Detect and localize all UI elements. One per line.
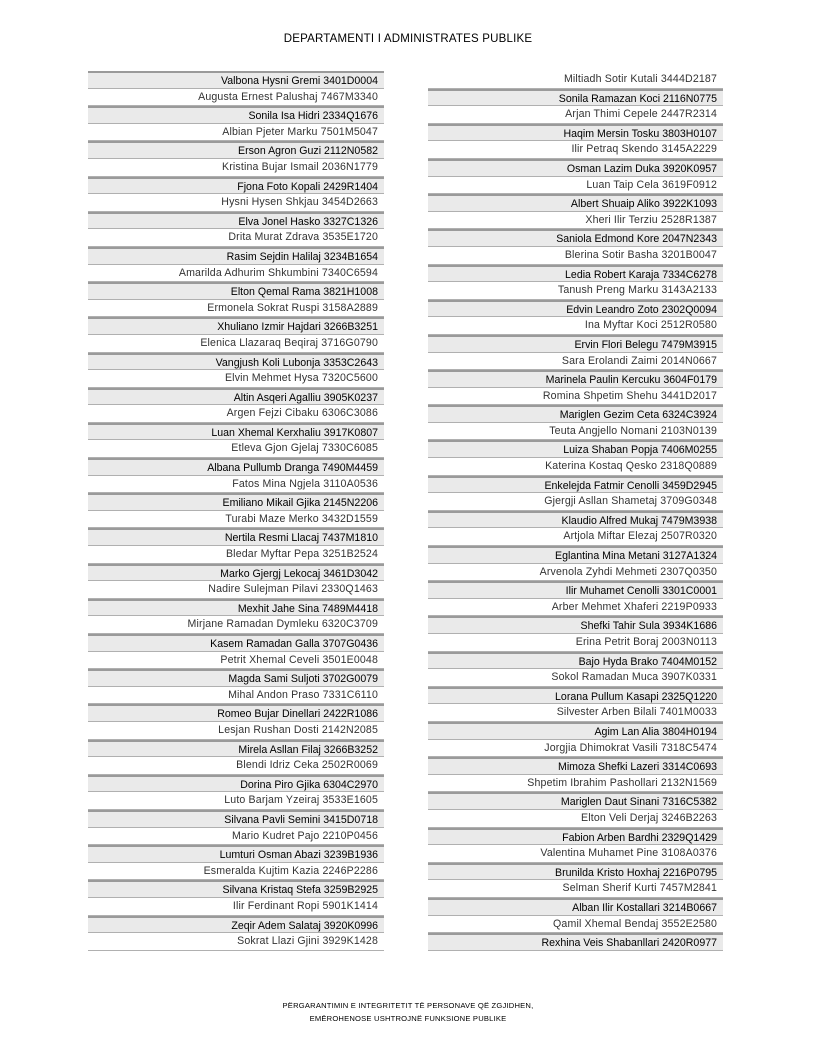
- list-item: Sara Erolandi Zaimi 2014N0667: [428, 353, 723, 371]
- list-item: Hysni Hysen Shkjau 3454D2663: [88, 194, 384, 212]
- list-item: Valbona Hysni Gremi 3401D0004: [88, 71, 384, 89]
- list-item: Nertila Resmi Llacaj 7437M1810: [88, 528, 384, 546]
- list-item: Jorgjia Dhimokrat Vasili 7318C5474: [428, 740, 723, 758]
- list-item: Saniola Edmond Kore 2047N2343: [428, 229, 723, 247]
- list-item: Mariglen Gezim Ceta 6324C3924: [428, 405, 723, 423]
- list-item: Mirjane Ramadan Dymleku 6320C3709: [88, 616, 384, 634]
- list-item: Elenica Llazaraq Beqiraj 3716G0790: [88, 335, 384, 353]
- list-item: Silvana Pavli Semini 3415D0718: [88, 810, 384, 828]
- list-item: Fabion Arben Bardhi 2329Q1429: [428, 828, 723, 846]
- list-item: Elton Veli Derjaj 3246B2263: [428, 810, 723, 828]
- list-item: Blerina Sotir Basha 3201B0047: [428, 247, 723, 265]
- list-item: Osman Lazim Duka 3920K0957: [428, 159, 723, 177]
- list-item: Lesjan Rushan Dosti 2142N2085: [88, 722, 384, 740]
- footer-line-1: PËRGARANTIMIN E INTEGRITETIT TË PERSONAVE QË ZGJIDHEN,: [282, 1001, 534, 1010]
- list-item: Marinela Paulin Kercuku 3604F0179: [428, 370, 723, 388]
- list-item: Rasim Sejdin Halilaj 3234B1654: [88, 247, 384, 265]
- left-name-column: [88, 71, 384, 951]
- list-item: Luto Barjam Yzeiraj 3533E1605: [88, 792, 384, 810]
- right-name-column: [428, 71, 723, 951]
- list-item: Mexhit Jahe Sina 7489M4418: [88, 599, 384, 617]
- list-item: Luan Xhemal Kerxhaliu 3917K0807: [88, 423, 384, 441]
- list-item: Petrit Xhemal Ceveli 3501E0048: [88, 652, 384, 670]
- list-item: Enkelejda Fatmir Cenolli 3459D2945: [428, 476, 723, 494]
- footer-line-2: EMËROHENOSE USHTROJNË FUNKSIONE PUBLIKE: [309, 1014, 507, 1023]
- list-item: Nadire Sulejman Pilavi 2330Q1463: [88, 581, 384, 599]
- list-item: Klaudio Alfred Mukaj 7479M3938: [428, 511, 723, 529]
- list-item: Xheri Ilir Terziu 2528R1387: [428, 212, 723, 230]
- list-item: Eglantina Mina Metani 3127A1324: [428, 546, 723, 564]
- list-item: Marko Gjergj Lekocaj 3461D3042: [88, 564, 384, 582]
- list-item: Valentina Muhamet Pine 3108A0376: [428, 845, 723, 863]
- list-item: Esmeralda Kujtim Kazia 2246P2286: [88, 863, 384, 881]
- list-item: Mihal Andon Praso 7331C6110: [88, 687, 384, 705]
- list-item: Arjan Thimi Cepele 2447R2314: [428, 106, 723, 124]
- list-item: Silvester Arben Bilali 7401M0033: [428, 704, 723, 722]
- list-item: Kristina Bujar Ismail 2036N1779: [88, 159, 384, 177]
- list-item: Augusta Ernest Palushaj 7467M3340: [88, 89, 384, 107]
- list-item: Elva Jonel Hasko 3327C1326: [88, 212, 384, 230]
- list-item: Shefki Tahir Sula 3934K1686: [428, 616, 723, 634]
- list-item: Albana Pullumb Dranga 7490M4459: [88, 458, 384, 476]
- list-item: Sokrat Llazi Gjini 3929K1428: [88, 933, 384, 951]
- list-item: Qamil Xhemal Bendaj 3552E2580: [428, 916, 723, 934]
- list-item: Gjergji Asllan Shametaj 3709G0348: [428, 493, 723, 511]
- list-item: Erina Petrit Boraj 2003N0113: [428, 634, 723, 652]
- list-item: Rexhina Veis Shabanllari 2420R0977: [428, 933, 723, 951]
- list-item: Argen Fejzi Cibaku 6306C3086: [88, 405, 384, 423]
- list-item: Shpetim Ibrahim Pashollari 2132N1569: [428, 775, 723, 793]
- list-item: Drita Murat Zdrava 3535E1720: [88, 229, 384, 247]
- list-item: Teuta Angjello Nomani 2103N0139: [428, 423, 723, 441]
- list-item: Blendi Idriz Ceka 2502R0069: [88, 757, 384, 775]
- list-item: Elvin Mehmet Hysa 7320C5600: [88, 370, 384, 388]
- list-item: Albian Pjeter Marku 7501M5047: [88, 124, 384, 142]
- list-item: Arber Mehmet Xhaferi 2219P0933: [428, 599, 723, 617]
- list-item: Fjona Foto Kopali 2429R1404: [88, 177, 384, 195]
- list-item: Dorina Piro Gjika 6304C2970: [88, 775, 384, 793]
- list-item: Etleva Gjon Gjelaj 7330C6085: [88, 440, 384, 458]
- list-item: Albert Shuaip Aliko 3922K1093: [428, 194, 723, 212]
- list-item: Ledia Robert Karaja 7334C6278: [428, 265, 723, 283]
- list-item: Mariglen Daut Sinani 7316C5382: [428, 792, 723, 810]
- list-item: Artjola Miftar Elezaj 2507R0320: [428, 528, 723, 546]
- list-item: Romina Shpetim Shehu 3441D2017: [428, 388, 723, 406]
- list-item: Sonila Isa Hidri 2334Q1676: [88, 106, 384, 124]
- list-item: Amarilda Adhurim Shkumbini 7340C6594: [88, 265, 384, 283]
- list-item: Erson Agron Guzi 2112N0582: [88, 141, 384, 159]
- list-item: Kasem Ramadan Galla 3707G0436: [88, 634, 384, 652]
- list-item: Romeo Bujar Dinellari 2422R1086: [88, 704, 384, 722]
- list-item: Ilir Petraq Skendo 3145A2229: [428, 141, 723, 159]
- list-item: Turabi Maze Merko 3432D1559: [88, 511, 384, 529]
- list-item: Ilir Ferdinant Ropi 5901K1414: [88, 898, 384, 916]
- list-item: Sokol Ramadan Muca 3907K0331: [428, 669, 723, 687]
- list-item: Bledar Myftar Pepa 3251B2524: [88, 546, 384, 564]
- list-item: Vangjush Koli Lubonja 3353C2643: [88, 353, 384, 371]
- page-footer: [0, 999, 816, 1025]
- list-item: Haqim Mersin Tosku 3803H0107: [428, 124, 723, 142]
- list-item: Luan Taip Cela 3619F0912: [428, 177, 723, 195]
- list-item: Ermonela Sokrat Ruspi 3158A2889: [88, 300, 384, 318]
- list-item: Miltiadh Sotir Kutali 3444D2187: [428, 71, 723, 89]
- list-item: Zeqir Adem Salataj 3920K0996: [88, 916, 384, 934]
- list-item: Sonila Ramazan Koci 2116N0775: [428, 89, 723, 107]
- list-item: Xhuliano Izmir Hajdari 3266B3251: [88, 317, 384, 335]
- list-item: Fatos Mina Ngjela 3110A0536: [88, 476, 384, 494]
- list-item: Ina Myftar Koci 2512R0580: [428, 317, 723, 335]
- list-item: Mimoza Shefki Lazeri 3314C0693: [428, 757, 723, 775]
- page-title: DEPARTAMENTI I ADMINISTRATES PUBLIKE: [283, 33, 533, 45]
- list-item: Lorana Pullum Kasapi 2325Q1220: [428, 687, 723, 705]
- list-item: Mario Kudret Pajo 2210P0456: [88, 828, 384, 846]
- list-item: Tanush Preng Marku 3143A2133: [428, 282, 723, 300]
- list-item: Emiliano Mikail Gjika 2145N2206: [88, 493, 384, 511]
- list-item: Ilir Muhamet Cenolli 3301C0001: [428, 581, 723, 599]
- list-item: Arvenola Zyhdi Mehmeti 2307Q0350: [428, 564, 723, 582]
- list-item: Silvana Kristaq Stefa 3259B2925: [88, 880, 384, 898]
- list-item: Edvin Leandro Zoto 2302Q0094: [428, 300, 723, 318]
- list-item: Alban Ilir Kostallari 3214B0667: [428, 898, 723, 916]
- list-item: Luiza Shaban Popja 7406M0255: [428, 440, 723, 458]
- list-item: Lumturi Osman Abazi 3239B1936: [88, 845, 384, 863]
- list-item: Bajo Hyda Brako 7404M0152: [428, 652, 723, 670]
- list-item: Brunilda Kristo Hoxhaj 2216P0795: [428, 863, 723, 881]
- list-item: Agim Lan Alia 3804H0194: [428, 722, 723, 740]
- list-item: Ervin Flori Belegu 7479M3915: [428, 335, 723, 353]
- list-item: Elton Qemal Rama 3821H1008: [88, 282, 384, 300]
- list-item: Magda Sami Suljoti 3702G0079: [88, 669, 384, 687]
- list-item: Mirela Asllan Filaj 3266B3252: [88, 740, 384, 758]
- list-item: Katerina Kostaq Qesko 2318Q0889: [428, 458, 723, 476]
- list-item: Altin Asqeri Agalliu 3905K0237: [88, 388, 384, 406]
- list-item: Selman Sherif Kurti 7457M2841: [428, 880, 723, 898]
